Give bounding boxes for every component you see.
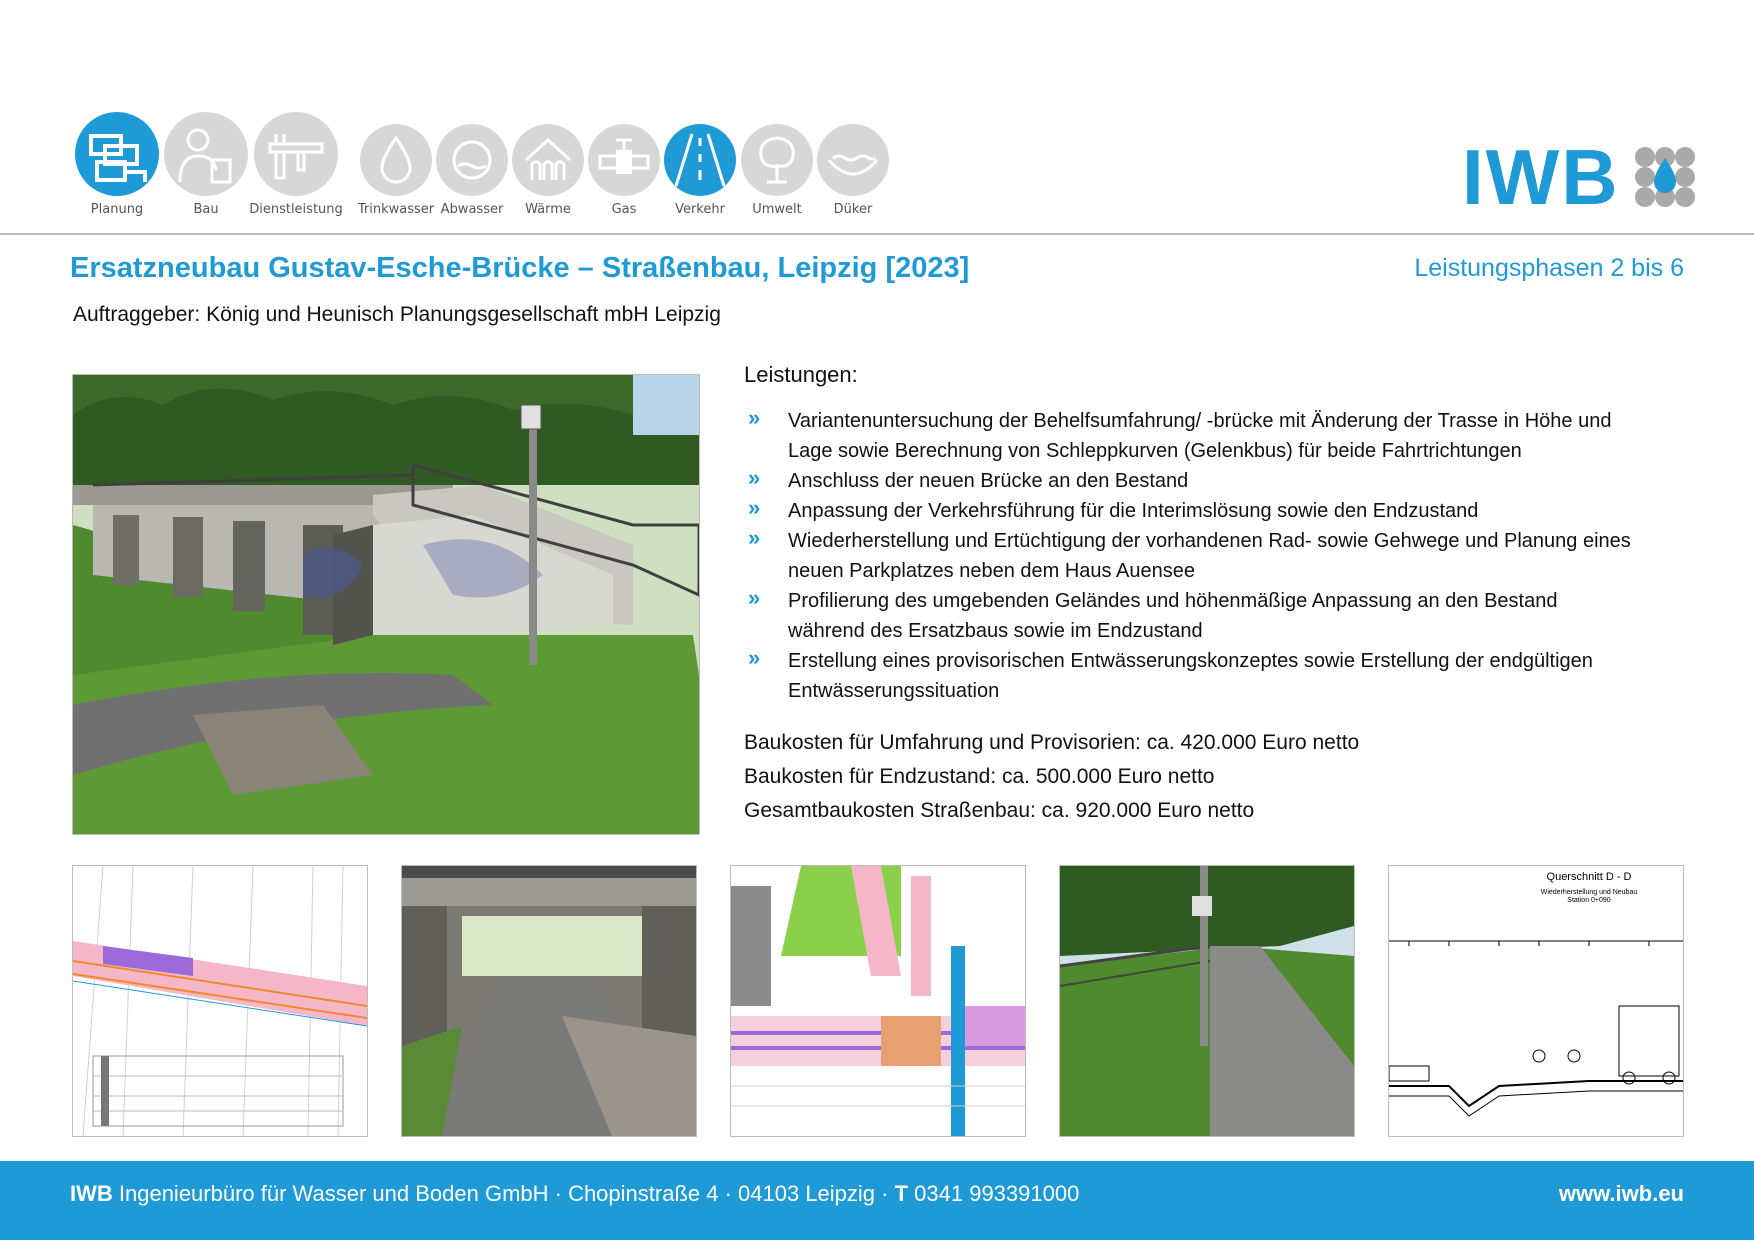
service-item — [744, 406, 1684, 466]
company-logo[interactable] — [1462, 133, 1696, 221]
bullet-icon: » — [748, 405, 761, 430]
bridge-photo — [72, 374, 700, 835]
nav-label: Planung — [90, 202, 144, 217]
footer-company-address: Ingenieurbüro für Wasser und Boden GmbH · Chopinstraße 4 · 04103 Leipzig · — [112, 1181, 895, 1206]
cost-summary — [744, 726, 1359, 828]
tree-icon — [741, 124, 813, 196]
nav-item-trinkwasser[interactable] — [357, 124, 435, 217]
service-text-line1: Variantenuntersuchung der Behelfsumfahrung/ -brücke mit Änderung der Trasse in Höhe und — [788, 410, 1612, 432]
thumbnail-traffic-plan[interactable] — [730, 865, 1026, 1137]
service-text-line2: während des Ersatzbaus sowie im Endzustand — [788, 620, 1203, 642]
nav-label: Wärme — [525, 202, 571, 217]
service-text-line1: Profilierung des umgebenden Geländes und höhenmäßige Anpassung an den Bestand — [788, 590, 1558, 612]
section-subtitle: Wiederherstellung und Neubau — [1540, 889, 1638, 896]
thumbnail-site-plan[interactable] — [72, 865, 368, 1137]
bullet-icon: » — [748, 585, 761, 610]
cost-line-final: Baukosten für Endzustand: ca. 500.000 Euro netto — [744, 765, 1215, 788]
services-section — [744, 362, 1684, 706]
footer-company-info — [70, 1181, 1079, 1207]
section-station: Station 0+090 — [1567, 897, 1611, 904]
bullet-icon: » — [748, 495, 761, 520]
footer-website-link[interactable]: www.iwb.eu — [1558, 1181, 1684, 1206]
service-text-line1: Anschluss der neuen Brücke an den Bestand — [788, 470, 1189, 492]
footer-bar — [0, 1161, 1754, 1240]
service-item — [744, 526, 1684, 586]
bullet-icon: » — [748, 525, 761, 550]
nav-item-bau[interactable] — [164, 112, 248, 217]
services-list — [744, 406, 1684, 706]
phase-label: Leistungsphasen 2 bis 6 — [1414, 254, 1684, 282]
heating-icon — [512, 124, 584, 196]
road-icon — [664, 124, 736, 196]
service-text-line2: Lage sowie Berechnung von Schleppkurven (Gelenkbus) für beide Fahrtrichtungen — [788, 440, 1522, 462]
culvert-icon — [817, 124, 889, 196]
construction-worker-icon — [164, 112, 248, 196]
service-text-line1: Anpassung der Verkehrsführung für die Interimslösung sowie den Endzustand — [788, 500, 1479, 522]
nav-item-planung[interactable] — [75, 112, 159, 217]
nav-item-abwasser[interactable] — [436, 124, 508, 217]
cost-line-total: Gesamtbaukosten Straßenbau: ca. 920.000 Euro netto — [744, 799, 1255, 822]
nav-item-dienstleistung[interactable] — [249, 112, 343, 217]
header-divider — [0, 233, 1754, 235]
nav-label: Umwelt — [752, 202, 802, 217]
service-item — [744, 646, 1684, 706]
nav-label: Trinkwasser — [357, 202, 435, 217]
planning-icon — [75, 112, 159, 196]
footer-phone: 0341 993391000 — [908, 1181, 1080, 1206]
service-item — [744, 466, 1684, 496]
footer-phone-label: T — [894, 1181, 909, 1206]
logo-drop-icon — [1634, 146, 1696, 208]
nav-label: Abwasser — [440, 202, 504, 217]
bullet-icon: » — [748, 465, 761, 490]
thumbnail-underpass-photo[interactable] — [401, 865, 697, 1137]
service-item — [744, 586, 1684, 646]
services-heading: Leistungen: — [744, 362, 858, 387]
nav-label: Gas — [611, 202, 637, 217]
water-drop-icon — [360, 124, 432, 196]
nav-label: Düker — [833, 202, 873, 217]
caliper-icon — [254, 112, 338, 196]
service-text-line1: Erstellung eines provisorischen Entwässerungskonzeptes sowie Erstellung der endgültigen — [788, 650, 1593, 672]
thumbnail-path-photo[interactable] — [1059, 865, 1355, 1137]
nav-label: Verkehr — [675, 202, 725, 217]
logo-text: IWB — [1462, 133, 1620, 221]
nav-label: Bau — [193, 202, 219, 217]
footer-company-bold: IWB — [70, 1181, 113, 1206]
nav-item-umwelt[interactable] — [741, 124, 813, 217]
service-text-line2: neuen Parkplatzes neben dem Haus Auensee — [788, 560, 1195, 582]
section-title: Querschnitt D - D — [1546, 871, 1632, 883]
nav-item-waerme[interactable] — [512, 124, 584, 217]
service-text-line2: Entwässerungssituation — [788, 680, 1000, 702]
gas-valve-icon — [588, 124, 660, 196]
cost-line-provisional: Baukosten für Umfahrung und Provisorien: ca. 420.000 Euro netto — [744, 731, 1360, 754]
nav-item-dueker[interactable] — [817, 124, 889, 217]
service-text-line1: Wiederherstellung und Ertüchtigung der vorhandenen Rad- sowie Gehwege und Planung eines — [788, 530, 1631, 552]
sewer-icon — [436, 124, 508, 196]
service-item — [744, 496, 1684, 526]
nav-item-gas[interactable] — [588, 124, 660, 217]
nav-item-verkehr[interactable] — [664, 124, 736, 217]
bullet-icon: » — [748, 645, 761, 670]
thumbnail-cross-section[interactable] — [1388, 865, 1684, 1137]
page-title: Ersatzneubau Gustav-Esche-Brücke – Straßenbau, Leipzig [2023] — [70, 252, 970, 284]
client-line: Auftraggeber: König und Heunisch Planungsgesellschaft mbH Leipzig — [73, 303, 721, 326]
nav-label: Dienstleistung — [249, 202, 343, 217]
